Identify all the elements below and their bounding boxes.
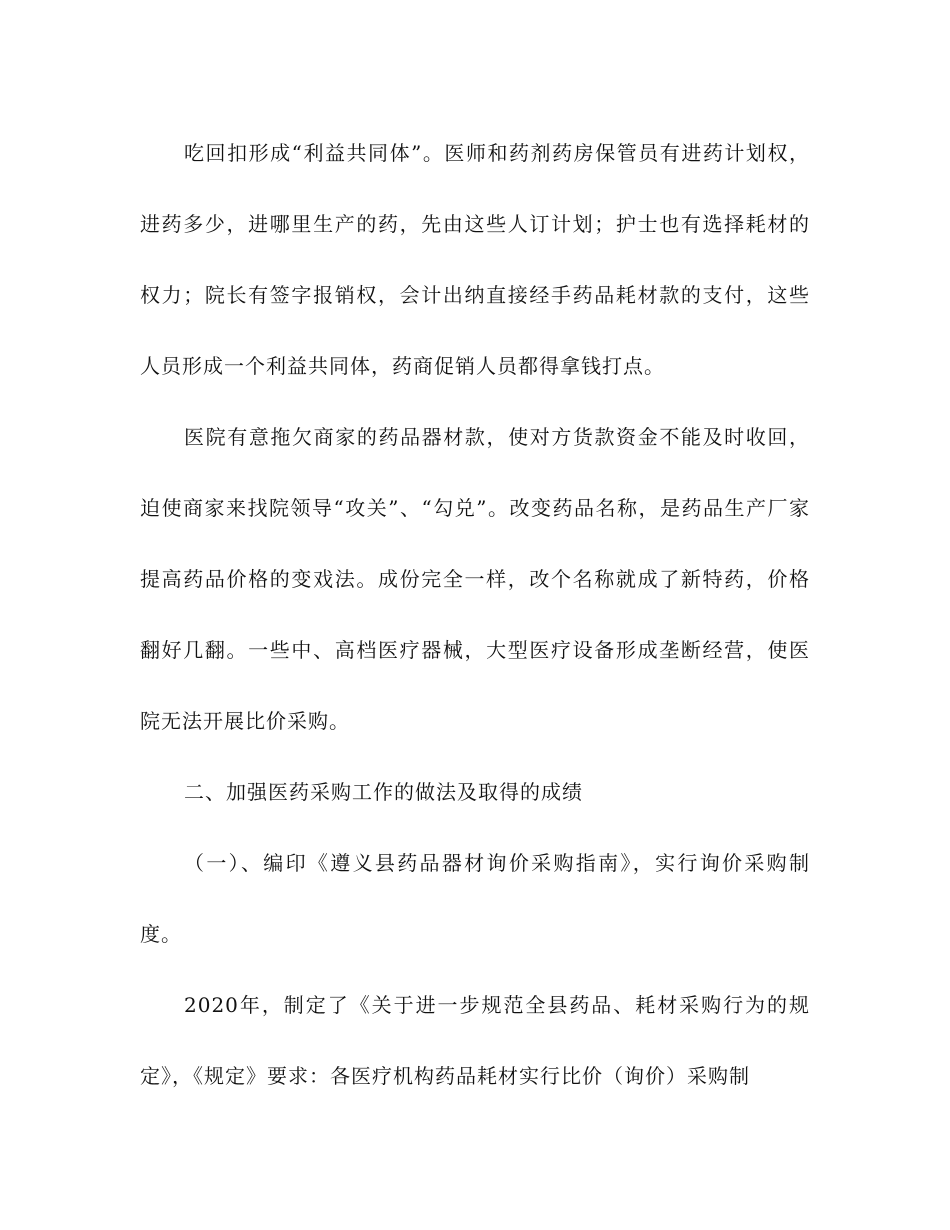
subsection-heading: （一）、编印《遵义县药品器材询价采购指南》，实行询价采购制度。 — [140, 851, 810, 946]
section-heading: 二、加强医药采购工作的做法及取得的成绩 — [184, 780, 583, 804]
document-body — [140, 118, 810, 1112]
paragraph: 2020年，制定了《关于进一步规范全县药品、耗材采购行为的规定》，《规定》要求：各医疗机构药品耗材实行比价（询价）采购制 — [140, 993, 810, 1088]
paragraph: 吃回扣形成“利益共同体”。医师和药剂药房保管员有进药计划权，进药多少，进哪里生产的药，先由这些人订计划；护士也有选择耗材的权力；院长有签字报销权，会计出纳直接经手药品耗材款的支付，这些人员形成一个利益共同体，药商促销人员都得拿钱打点。 — [140, 141, 810, 378]
paragraph: 医院有意拖欠商家的药品器材款，使对方货款资金不能及时收回，迫使商家来找院领导“攻关”、“勾兑”。改变药品名称，是药品生产厂家提高药品价格的变戏法。成份完全一样，改个名称就成了新特药，价格翻好几翻。一些中、高档医疗器械，大型医疗设备形成垄断经营，使医院无法开展比价采购。 — [140, 425, 810, 733]
